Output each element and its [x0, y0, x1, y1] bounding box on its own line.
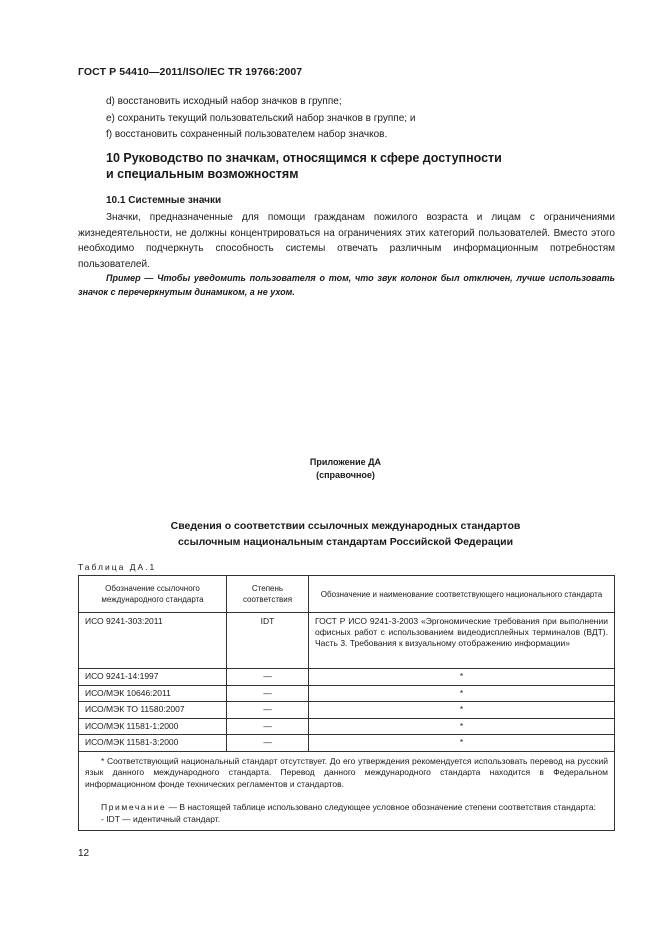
column-header: Обозначение и наименование соответствующего национального стандарта	[309, 576, 615, 613]
table-footnote-row	[79, 751, 615, 831]
table-cell-ref: ИСО/МЭК 10646:2011	[79, 685, 227, 702]
table-cell-degree: —	[227, 735, 309, 752]
table-cell-national: *	[309, 718, 615, 735]
column-header: Степень соответствия	[227, 576, 309, 613]
table-cell-ref: ИСО/МЭК ТО 11580:2007	[79, 702, 227, 719]
note-label: Примечание	[101, 802, 167, 812]
subsection-title: 10.1 Системные значки	[106, 195, 222, 206]
table-cell-national: *	[309, 735, 615, 752]
table-title	[0, 518, 661, 550]
list-item: d) восстановить исходный набор значков в группе;	[106, 96, 342, 107]
table-row	[79, 735, 615, 752]
appendix-title: Приложение ДА	[309, 457, 382, 467]
section-title	[106, 151, 576, 182]
note-text: — В настоящей таблице использовано следующее условное обозначение степени соответствия стандарта:	[166, 802, 596, 812]
table-cell-ref: ИСО/МЭК 11581-1:2000	[79, 718, 227, 735]
footnote-text: * Соответствующий национальный стандарт отсутствует. До его утверждения рекомендуется использовать перевод на русский язык данного международного стандарта. Перевод данного международного стандарта находится в Федеральном информационном фонде технических регламентов и стандартов.	[85, 755, 608, 789]
table-row	[79, 702, 615, 719]
table-row	[79, 685, 615, 702]
table-cell-ref: ИСО/МЭК 11581-3:2000	[79, 735, 227, 752]
table-row	[79, 613, 615, 669]
body-paragraph: Значки, предназначенные для помощи гражданам пожилого возраста и лицам с ограничениями жизнедеятельности, не должны концентрироваться на ограничениях этих категорий пользователей. Вместо этого необходимо подчеркнуть способность системы отвечать различным информационным потребностям пользователей.	[78, 212, 615, 270]
column-header: Обозначение ссылочного международного стандарта	[79, 576, 227, 613]
table-cell-national: *	[309, 685, 615, 702]
list-item: e) сохранить текущий пользовательский набор значков в группе; и	[106, 112, 416, 124]
document-header: ГОСТ Р 54410—2011/ISO/IEC TR 19766:2007	[78, 66, 303, 78]
section-title-line: 10 Руководство по значкам, относящимся к сфере доступности	[106, 151, 502, 165]
table-cell-degree: —	[227, 718, 309, 735]
table-cell-degree: —	[227, 702, 309, 719]
appendix-subtitle: (справочное)	[316, 470, 375, 480]
table-cell-degree: —	[227, 669, 309, 686]
table-cell-ref: ИСО 9241-14:1997	[79, 669, 227, 686]
example-note: Пример — Чтобы уведомить пользователя о том, что звук колонок был отключен, лучше использовать значок с перечеркнутым динамиком, а не ухом.	[78, 273, 615, 297]
list-item: f) восстановить сохраненный пользователем набор значков.	[106, 129, 388, 140]
note-item: - IDT — идентичный стандарт.	[101, 813, 221, 824]
table-footnote	[79, 751, 615, 831]
table-title-line: Сведения о соответствии ссылочных международных стандартов	[170, 520, 521, 532]
note-paragraph	[85, 802, 608, 814]
page-number: 12	[78, 848, 90, 859]
table-row	[79, 718, 615, 735]
table-title-line: ссылочным национальным стандартам Российской Федерации	[177, 536, 514, 548]
table-caption: Таблица ДА.1	[78, 562, 157, 572]
section-title-line: и специальным возможностям	[106, 166, 299, 181]
list	[106, 94, 415, 144]
table-cell-national: *	[309, 669, 615, 686]
table-cell-national: ГОСТ Р ИСО 9241-3-2003 «Эргономические требования при выполнении офисных работ с использованием видеодисплейных терминалов (ВДТ). Часть 3. Требования к визуальному отображению информации»	[309, 613, 615, 669]
appendix-heading	[0, 456, 661, 482]
correspondence-table	[78, 575, 615, 831]
table-cell-degree: IDT	[227, 613, 309, 669]
table-cell-degree: —	[227, 685, 309, 702]
table-cell-national: *	[309, 702, 615, 719]
table-header-row	[79, 576, 615, 613]
table-cell-ref: ИСО 9241-303:2011	[79, 613, 227, 669]
table-row	[79, 669, 615, 686]
